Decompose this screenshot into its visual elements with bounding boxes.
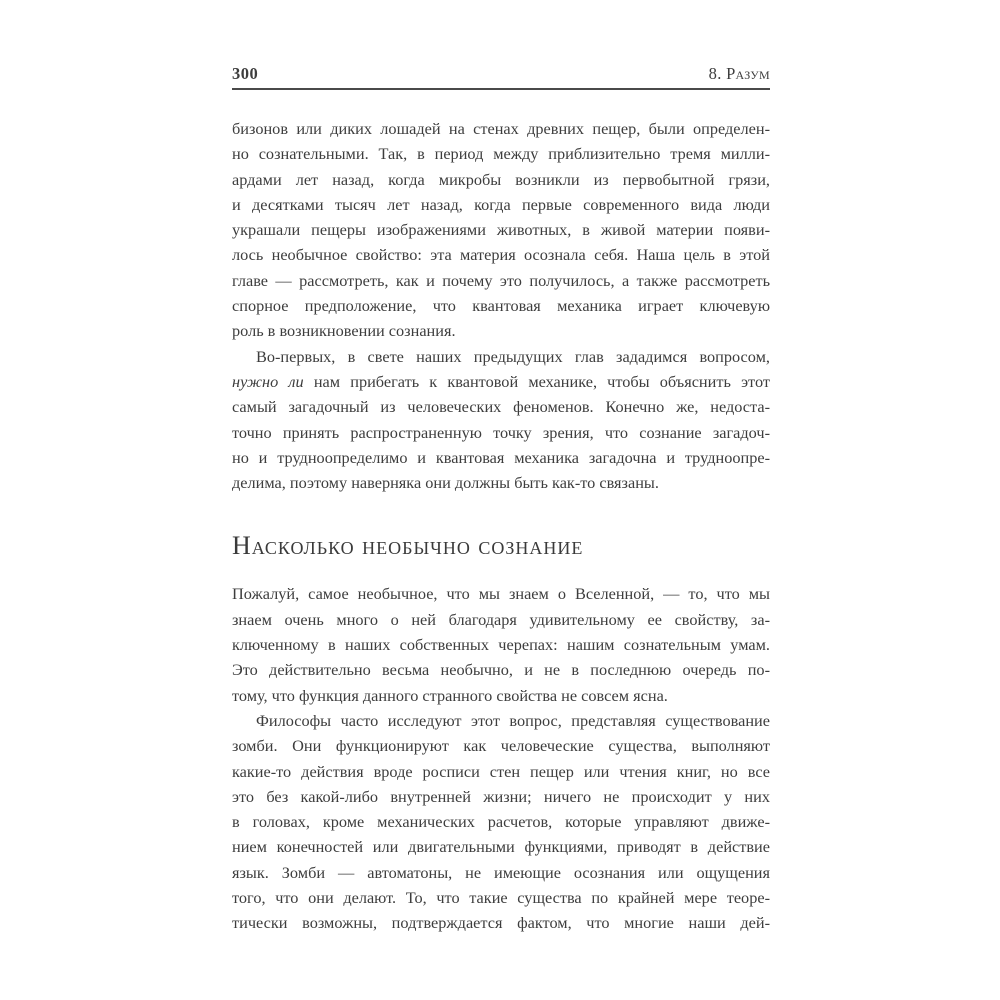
chapter-title: 8. Разум [708, 64, 770, 83]
text-line: роль в возникновении сознания. [232, 321, 456, 341]
text-line: точно принять распространенную точку зрения, что сознание загадоч- [232, 422, 770, 442]
text-line: спорное предположение, что квантовая механика играет ключевую [232, 296, 770, 316]
text-line: Во-первых, в свете наших предыдущих глав зададимся вопросом, [256, 346, 770, 366]
text-line: это без какой-либо внутренней жизни; ничего не происходит у них [232, 786, 770, 806]
text-segment: нам прибегать к квантовой механике, чтобы объяснить этот [303, 371, 770, 391]
text-line: бизонов или диких лошадей на стенах древних пещер, были определен- [232, 119, 770, 138]
text-line: Это действительно весьма необычно, и не в последнюю очередь по- [232, 660, 770, 680]
text-line: Философы часто исследуют этот вопрос, представляя существование [256, 710, 770, 730]
text-line: и десятками тысяч лет назад, когда первые современного вида люди [232, 194, 770, 214]
paragraph [232, 344, 770, 496]
paragraph [232, 116, 770, 344]
text-line [232, 369, 770, 394]
text-line: ключенному в наших собственных черепах: нашим сознательным умам. [232, 635, 770, 655]
text-block [232, 116, 770, 936]
text-line: в головах, кроме механических расчетов, которые управляют движе- [232, 812, 770, 832]
text-line: самый загадочный из человеческих феноменов. Конечно же, недоста- [232, 397, 770, 417]
text-line: но сознательными. Так, в период между приблизительно тремя милли- [232, 144, 770, 164]
text-line: делима, поэтому наверняка они должны быть как-то связаны. [232, 473, 659, 493]
text-line: нием конечностей или двигательными функциями, приводят в действие [232, 837, 770, 857]
italic-text: нужно ли [232, 371, 304, 391]
text-line: язык. Зомби — автоматоны, не имеющие осознания или ощущения [232, 862, 770, 882]
text-line: тому, что функция данного странного свойства не совсем ясна. [232, 685, 668, 705]
text-line: Пожалуй, самое необычное, что мы знаем о Вселенной, — то, что мы [232, 584, 770, 604]
paragraph [232, 581, 770, 707]
text-line: какие-то действия вроде росписи стен пещер или чтения книг, но все [232, 761, 770, 781]
text-line: ардами лет назад, когда микробы возникли из первобытной грязи, [232, 169, 770, 189]
text-line: но и трудноопределимо и квантовая механика загадочна и трудноопре- [232, 447, 770, 467]
text-line: лось необычное свойство: эта материя осознала себя. Наша цель в этой [232, 245, 770, 265]
page-number: 300 [232, 64, 259, 83]
text-line: тически возможны, подтверждается фактом, что многие наши дей- [232, 913, 770, 933]
text-line: главе — рассмотреть, как и почему это получилось, а также рассмотреть [232, 270, 770, 290]
text-line: зомби. Они функционируют как человеческие существа, выполняют [232, 736, 770, 756]
text-line: украшали пещеры изображениями животных, в живой материи появи- [232, 220, 770, 240]
text-line: знаем очень много о ней благодаря удивительному ее свойству, за- [232, 609, 770, 629]
section-heading: Насколько необычно сознание [232, 531, 584, 561]
running-header [232, 64, 770, 86]
text-line: того, что они делают. То, что такие существа по крайней мере теоре- [232, 888, 770, 908]
page-content [232, 64, 770, 936]
paragraph [232, 708, 770, 936]
header-rule [232, 88, 770, 90]
